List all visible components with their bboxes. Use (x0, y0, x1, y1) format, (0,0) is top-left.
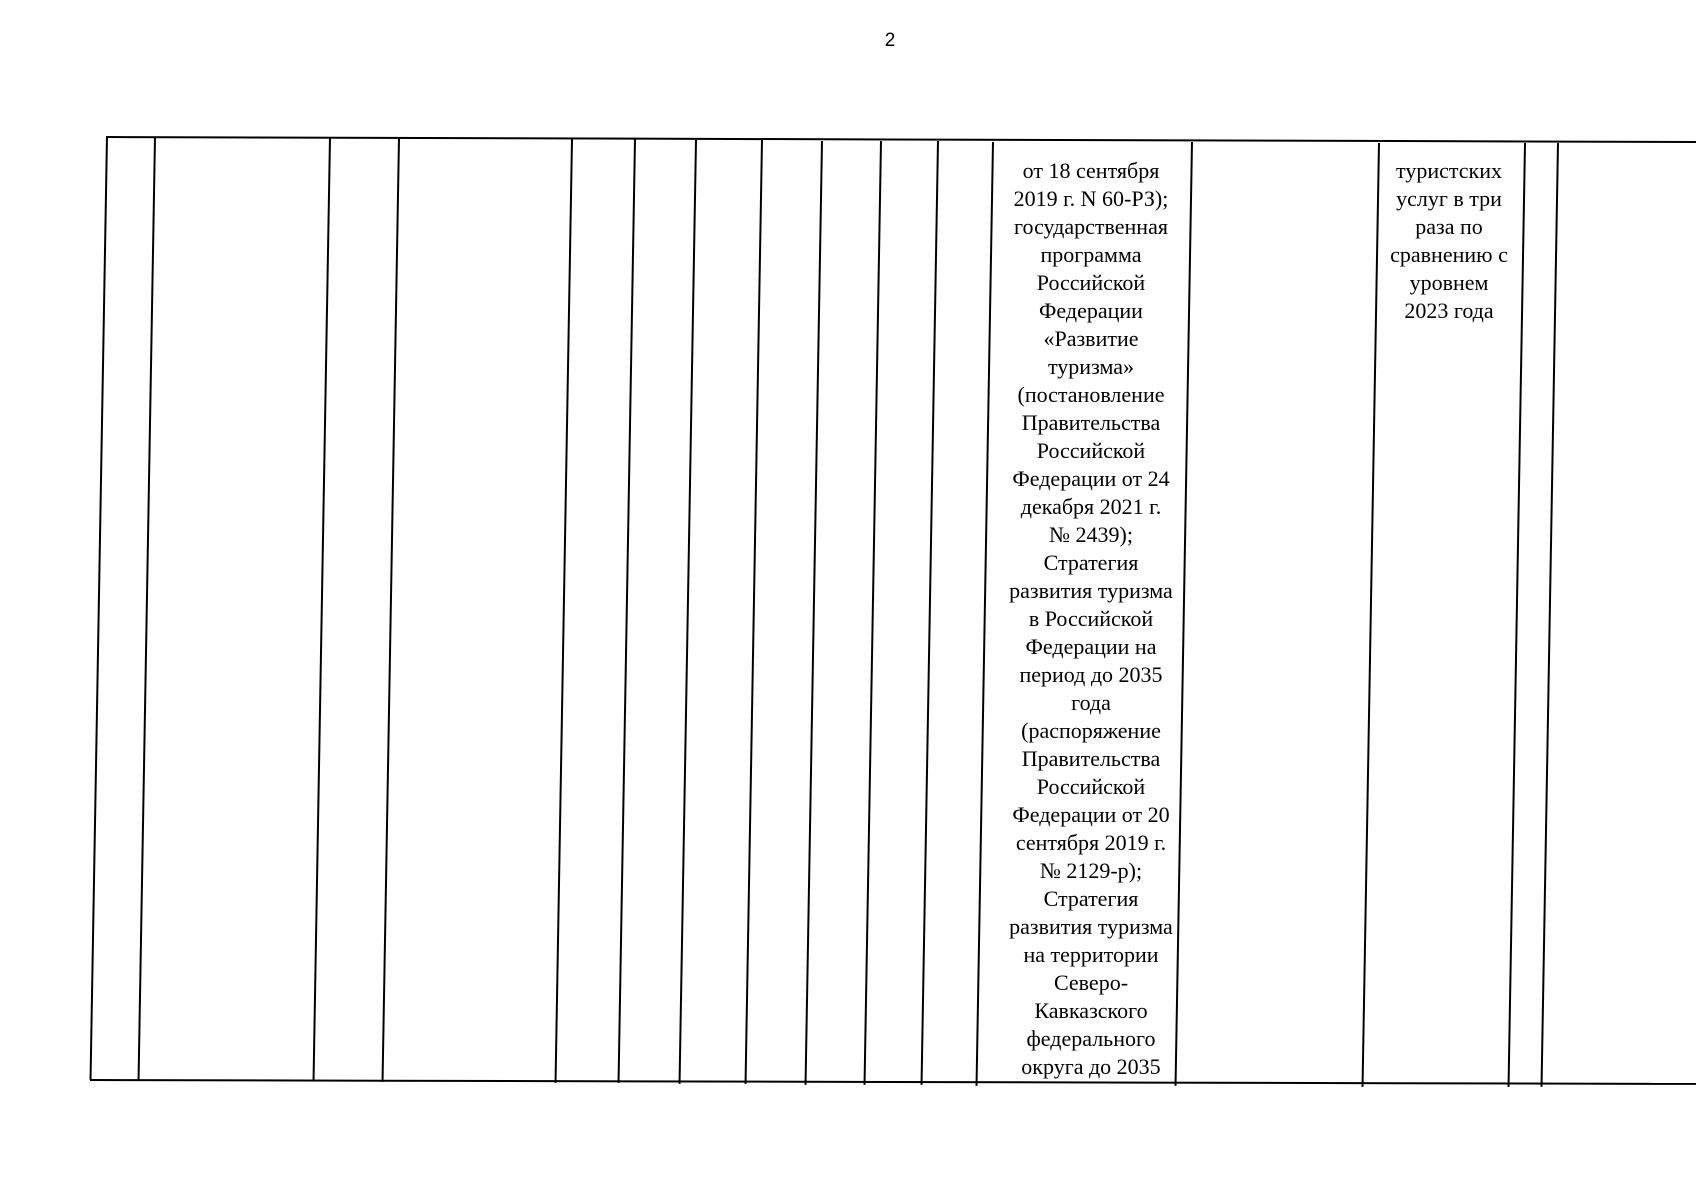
column-divider (921, 141, 939, 1085)
page-number: 2 (884, 30, 896, 51)
table-cell-legal-basis: от 18 сентября 2019 г. N 60-РЗ); государственная программа Российской Федерации «Развитие туризма» (постановление Правительства Российской Федерации от 24 декабря 2021 г. № 2439); Стратегия развития туризма в Российской Федерации на период до 2035 года (распоряжение Правительства Российской Федерации от 20 сентября 2019 г. № 2129-р); Стратегия развития туризма на территории Северо- Кавказского федерального округа до 2035 (1009, 158, 1173, 1079)
column-divider (313, 137, 331, 1081)
column-divider (1541, 143, 1559, 1087)
column-divider (805, 141, 823, 1085)
table-bottom-border (90, 1079, 1696, 1085)
column-divider (138, 137, 156, 1081)
column-divider (618, 139, 636, 1083)
column-divider (555, 139, 573, 1083)
column-divider (745, 140, 763, 1084)
column-divider (679, 140, 697, 1084)
table-top-border (106, 136, 1696, 143)
table-cell-expected-result: туристских услуг в три раза по сравнению с уровнем 2023 года (1390, 158, 1508, 323)
column-divider (90, 136, 108, 1080)
column-divider (382, 138, 400, 1082)
column-divider (864, 141, 882, 1085)
